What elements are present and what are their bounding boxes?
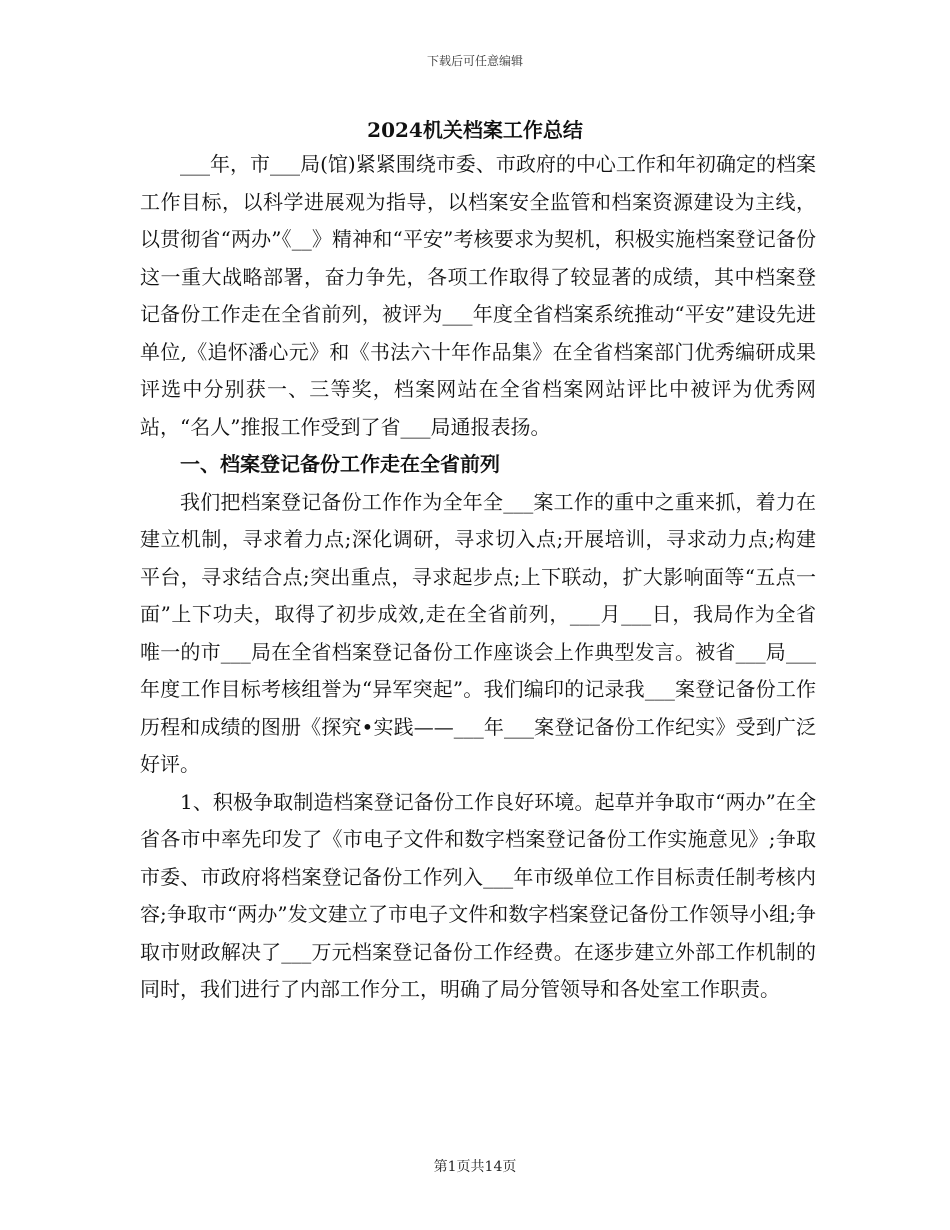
page-header-note: 下载后可任意编辑 [426,54,523,68]
section-1-paragraph: 我们把档案登记备份工作作为全年全___案工作的重中之重来抓，着力在建立机制，寻求着力点;深化调研，寻求切入点;开展培训，寻求动力点;构建平台，寻求结合点;突出重点，寻求起步点;上下联动，扩大影响面等“五点一面”上下功夫，取得了初步成效,走在全省前列，___月___日，我局作为全省唯一的市___局在全省档案登记备份工作座谈会上作典型发言。被省___局___年度工作目标考核组誉为“异军突起”。我们编印的记录我___案登记备份工作历程和成绩的图册《探究•实践——___年___案登记备份工作纪实》受到广泛好评。 [140,489,816,776]
intro-paragraph: ___年，市___局(馆)紧紧围绕市委、市政府的中心工作和年初确定的档案工作目标，以科学进展观为指导，以档案安全监管和档案资源建设为主线，以贯彻省“两办”《__》精神和“平安”考核要求为契机，积极实施档案登记备份这一重大战略部署，奋力争先，各项工作取得了较显著的成绩，其中档案登记备份工作走在全省前列，被评为___年度全省档案系统推动“平安”建设先进单位,《追怀潘心元》和《书法六十年作品集》在全省档案部门优秀编研成果评选中分别获一、三等奖，档案网站在全省档案网站评比中被评为优秀网站，“名人”推报工作受到了省___局通报表扬。 [140,152,816,439]
document-body [140,146,816,1009]
document-title: 2024机关档案工作总结 [367,118,583,142]
section-1-heading: 一、档案登记备份工作走在全省前列 [180,452,500,476]
item-1-paragraph: 1、积极争取制造档案登记备份工作良好环境。起草并争取市“两办”在全省各市中率先印发了《市电子文件和数字档案登记备份工作实施意见》;争取市委、市政府将档案登记备份工作列入___年市级单位工作目标责任制考核内容;争取市“两办”发文建立了市电子文件和数字档案登记备份工作领导小组;争取市财政解决了___万元档案登记备份工作经费。在逐步建立外部工作机制的同时，我们进行了内部工作分工，明确了局分管领导和各处室工作职责。 [140,789,816,1001]
page-number-footer: 第1页共14页 [433,1159,517,1175]
